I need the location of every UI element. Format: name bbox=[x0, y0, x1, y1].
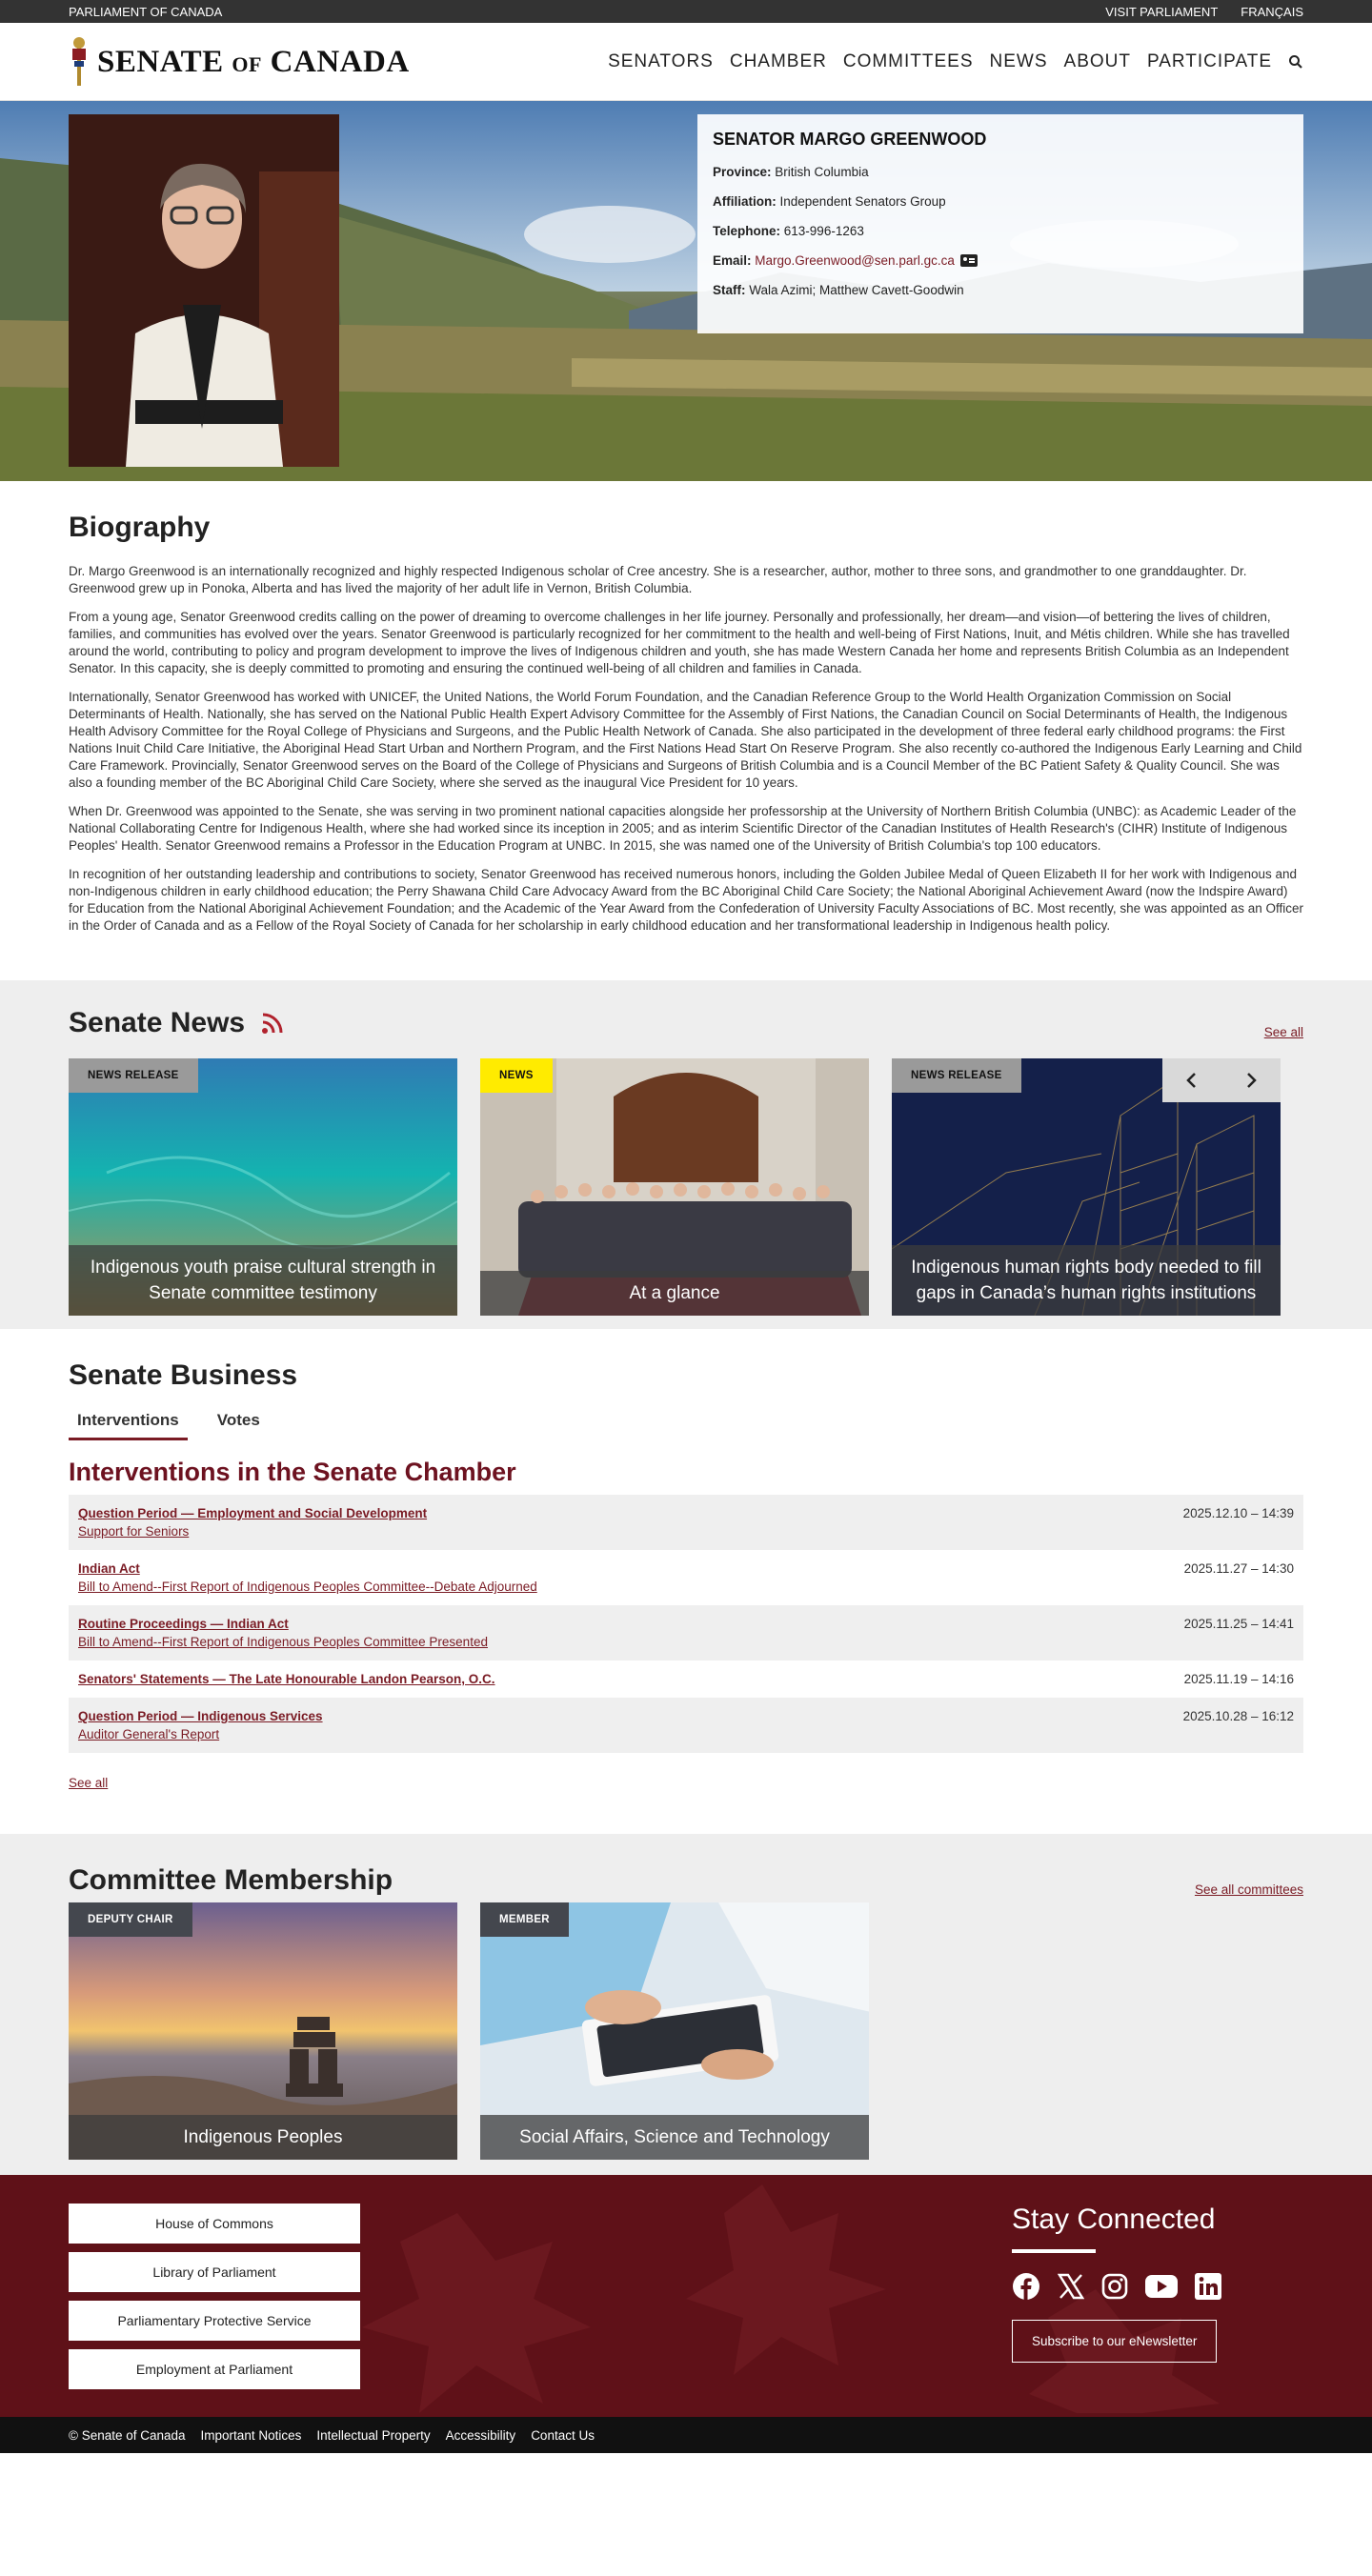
interventions-title: Interventions in the Senate Chamber bbox=[69, 1458, 516, 1486]
news-see-all-link[interactable]: See all bbox=[1263, 1025, 1303, 1039]
committee-cards bbox=[69, 1902, 1303, 2160]
intervention-row bbox=[69, 1495, 1303, 1550]
logo-of: OF bbox=[232, 51, 262, 76]
biography-paragraph: Internationally, Senator Greenwood has worked with UNICEF, the United Nations, the World Forum Foundation, and the Canadian Reference Group to the World Health Organization Commission on Social Determinants of Health. Nationally, she has served on the National Public Health Expert Advisory Committee for the Assembly of First Nations, the Canadian Council on Social Determinants of Health, the Indigenous Health Advisory Committee for the Royal College of Physicians and Surgeons, and the Public Health Network of Canada. She also participated in the development of three federal early childhood programs: the First Nations Inuit Child Care Initiative, the Aboriginal Head Start Urban and Northern Program, and the First Nations Head Start On Reserve Program. She also recently co-authored the Indigenous Early Learning and Child Care Framework. Provincially, Senator Greenwood serves on the Board of the College of Physicians and Surgeons of British Columbia and is a Council Member of the BC Patient Safety & Quality Council. She was also a founding member of the BC Aboriginal Child Care Society, where she served as the inaugural Vice President for 10 years. bbox=[69, 690, 1302, 790]
footer-link-employment[interactable]: Employment at Parliament bbox=[69, 2349, 360, 2389]
biography-paragraph: When Dr. Greenwood was appointed to the Senate, she was serving in two prominent national capacities alongside her professorship at the University of Northern British Columbia (UNBC): as Academic Leader of the National Collaborating Centre for Indigenous Health, where she had worked since its inception in 2005; and as interim Scientific Director of the Canadian Institutes of Health Research's (CIHR) Institute of Indigenous Peoples' Health. Senator Greenwood remains a Professor in the Education Program at UNBC. In 2015, she was named one of the University of British Columbia's top 100 educators. bbox=[69, 804, 1297, 853]
youtube-icon[interactable] bbox=[1145, 2274, 1178, 2299]
instagram-icon[interactable] bbox=[1101, 2273, 1128, 2300]
subscribe-enewsletter-button[interactable]: Subscribe to our eNewsletter bbox=[1012, 2320, 1217, 2363]
staff-row bbox=[713, 283, 1288, 298]
social-icons bbox=[1012, 2272, 1221, 2301]
intervention-date: 2025.11.19 – 14:16 bbox=[1183, 1672, 1294, 1686]
committee-caption: Social Affairs, Science and Technology bbox=[480, 2115, 869, 2160]
committee-title: Committee Membership bbox=[69, 1864, 393, 1896]
site-header bbox=[0, 23, 1372, 101]
site-footer bbox=[0, 2175, 1372, 2417]
biography-section bbox=[0, 481, 1372, 980]
parliament-links bbox=[69, 2204, 360, 2389]
affiliation-value: Independent Senators Group bbox=[779, 194, 946, 209]
news-card[interactable] bbox=[480, 1058, 869, 1316]
committee-caption: Indigenous Peoples bbox=[69, 2115, 457, 2160]
linkedin-icon[interactable] bbox=[1195, 2273, 1221, 2300]
nav-news[interactable]: NEWS bbox=[989, 51, 1048, 71]
email-link[interactable]: Margo.Greenwood@sen.parl.gc.ca bbox=[755, 253, 955, 268]
stay-connected-rule bbox=[1012, 2249, 1096, 2253]
search-icon[interactable] bbox=[1288, 54, 1303, 70]
footer-bottom-bar bbox=[0, 2417, 1372, 2453]
intervention-row bbox=[69, 1698, 1303, 1753]
intervention-title-link[interactable]: Question Period — Indigenous Services bbox=[78, 1709, 323, 1723]
committee-membership-section bbox=[0, 1834, 1372, 2175]
news-card[interactable] bbox=[69, 1058, 457, 1316]
senate-business-section bbox=[0, 1329, 1372, 1834]
stay-connected bbox=[1012, 2204, 1221, 2363]
committee-role-badge: MEMBER bbox=[480, 1902, 569, 1937]
telephone-value: 613-996-1263 bbox=[783, 224, 864, 238]
nav-participate[interactable]: PARTICIPATE bbox=[1146, 51, 1272, 71]
province-label: Province: bbox=[713, 165, 772, 179]
accessibility-link[interactable]: Accessibility bbox=[445, 2427, 516, 2443]
committees-see-all-link[interactable]: See all committees bbox=[1194, 1882, 1303, 1897]
facebook-icon[interactable] bbox=[1012, 2272, 1040, 2301]
business-tabs bbox=[69, 1411, 1303, 1440]
senator-info-card bbox=[697, 114, 1303, 333]
main-nav bbox=[608, 51, 1303, 72]
footer-link-library[interactable]: Library of Parliament bbox=[69, 2252, 360, 2292]
important-notices-link[interactable]: Important Notices bbox=[200, 2427, 302, 2443]
nav-chamber[interactable]: CHAMBER bbox=[729, 51, 827, 71]
rss-icon[interactable] bbox=[260, 1011, 285, 1036]
news-title: Senate News bbox=[69, 1007, 246, 1038]
news-carousel bbox=[69, 1058, 1303, 1316]
biography-paragraph: In recognition of her outstanding leadership and contributions to society, Senator Greenwood has received numerous honors, including the Golden Jubilee Medal of Queen Elizabeth II for her work with Indigenous and non-Indigenous children in early childhood education; the Perry Shawana Child Care Advocacy Award from the BC Aboriginal Child Care Society; the National Aboriginal Achievement Award (now the Indspire Award) for Education from the National Aboriginal Achievement Foundation; and the Academic of the Year Award from the Confederation of University Faculty Associations of BC. Most recently, she was appointed as an Officer in the Order of Canada and as a Fellow of the Royal Society of Canada for her scholarship in early childhood education and her transformational leadership in Indigenous health policy. bbox=[69, 867, 1303, 933]
stay-connected-title: Stay Connected bbox=[1012, 2204, 1216, 2235]
footer-link-house-of-commons[interactable]: House of Commons bbox=[69, 2204, 360, 2244]
intervention-row bbox=[69, 1660, 1303, 1698]
email-row bbox=[713, 253, 1288, 269]
intervention-subtitle-link[interactable]: Bill to Amend--First Report of Indigenous Peoples Committee--Debate Adjourned bbox=[78, 1580, 537, 1594]
news-badge: NEWS bbox=[480, 1058, 553, 1093]
footer-link-protective-service[interactable]: Parliamentary Protective Service bbox=[69, 2301, 360, 2341]
interventions-see-all-link[interactable]: See all bbox=[69, 1776, 109, 1790]
news-caption: Indigenous human rights body needed to fill gaps in Canada’s human rights institutions bbox=[892, 1245, 1281, 1316]
x-icon[interactable] bbox=[1058, 2273, 1084, 2300]
parliament-topbar bbox=[0, 0, 1372, 23]
intervention-subtitle-link[interactable]: Auditor General's Report bbox=[78, 1727, 220, 1741]
telephone-row bbox=[713, 224, 1288, 239]
province-row bbox=[713, 165, 1288, 180]
visit-parliament-link[interactable]: VISIT PARLIAMENT bbox=[1105, 4, 1219, 19]
senator-hero bbox=[0, 101, 1372, 481]
province-value: British Columbia bbox=[775, 165, 869, 179]
parliament-label[interactable]: PARLIAMENT OF CANADA bbox=[69, 4, 223, 19]
news-card[interactable] bbox=[892, 1058, 1281, 1316]
logo-wordmark bbox=[97, 45, 410, 80]
chevron-left-icon[interactable] bbox=[1185, 1072, 1199, 1089]
committee-card[interactable] bbox=[480, 1902, 869, 2160]
biography-paragraph: Dr. Margo Greenwood is an internationally recognized and highly respected Indigenous scholar of Cree ancestry. She is a researcher, author, mother to three sons, and grandmother to one granddaughter. Dr. Greenwood grew up in Ponoka, Alberta and has lived the majority of her adult life in Vernon, British Columbia. bbox=[69, 564, 1247, 595]
language-toggle-link[interactable]: FRANÇAIS bbox=[1241, 4, 1303, 19]
chevron-right-icon[interactable] bbox=[1244, 1072, 1258, 1089]
biography-paragraph: From a young age, Senator Greenwood credits calling on the power of dreaming to overcome challenges in her life journey. Personally and professionally, her dream—and vision—of bettering the lives of children, families, and communities has evolved over the years. Senator Greenwood is particularly recognized for her commitment to the health and well-being of First Nations, Inuit, and Métis children. While she has travelled around the world, contributing to policy and program development to improve the lives of Indigenous children and youth, she has made Western Canada her home and represents British Columbia as an Independent Senator. In this capacity, she is deeply committed to promoting and ensuring the continued well-being of all children and families in Canada. bbox=[69, 610, 1290, 675]
carousel-controls bbox=[1162, 1058, 1281, 1102]
intervention-date: 2025.12.10 – 14:39 bbox=[1182, 1506, 1294, 1520]
senator-name: SENATOR MARGO GREENWOOD bbox=[713, 130, 987, 149]
senator-photo bbox=[69, 114, 339, 467]
staff-value: Wala Azimi; Matthew Cavett-Goodwin bbox=[749, 283, 964, 297]
senate-news-section bbox=[0, 980, 1372, 1329]
intervention-subtitle-link[interactable]: Support for Seniors bbox=[78, 1524, 190, 1539]
intervention-subtitle-link[interactable]: Bill to Amend--First Report of Indigenous Peoples Committee Presented bbox=[78, 1635, 488, 1649]
intervention-date: 2025.10.28 – 16:12 bbox=[1182, 1709, 1294, 1723]
news-badge: NEWS RELEASE bbox=[69, 1058, 198, 1093]
contact-us-link[interactable]: Contact Us bbox=[531, 2427, 595, 2443]
nav-senators[interactable]: SENATORS bbox=[608, 51, 714, 71]
intellectual-property-link[interactable]: Intellectual Property bbox=[316, 2427, 431, 2443]
news-caption: At a glance bbox=[480, 1271, 869, 1316]
intervention-title-link[interactable]: Question Period — Employment and Social Development bbox=[78, 1506, 428, 1520]
mace-icon bbox=[69, 36, 90, 88]
email-label: Email: bbox=[713, 253, 752, 268]
news-title-wrap bbox=[69, 1007, 285, 1039]
nav-committees[interactable]: COMMITTEES bbox=[842, 51, 974, 71]
senator-portrait bbox=[69, 114, 339, 467]
intervention-row bbox=[69, 1605, 1303, 1660]
logo-senate: SENATE bbox=[97, 44, 224, 79]
affiliation-row bbox=[713, 194, 1288, 210]
tab-votes[interactable]: Votes bbox=[216, 1411, 260, 1429]
committee-role-badge: DEPUTY CHAIR bbox=[69, 1902, 192, 1937]
intervention-title-link[interactable]: Routine Proceedings — Indian Act bbox=[78, 1617, 289, 1631]
intervention-date: 2025.11.27 – 14:30 bbox=[1183, 1561, 1294, 1576]
tab-interventions[interactable]: Interventions bbox=[69, 1411, 188, 1440]
vcard-icon[interactable] bbox=[960, 254, 978, 267]
biography-title: Biography bbox=[69, 512, 211, 543]
intervention-row bbox=[69, 1550, 1303, 1605]
intervention-title-link[interactable]: Senators' Statements — The Late Honourable Landon Pearson, O.C. bbox=[78, 1672, 495, 1686]
nav-about[interactable]: ABOUT bbox=[1063, 51, 1131, 71]
business-title: Senate Business bbox=[69, 1359, 298, 1391]
logo-canada: CANADA bbox=[270, 44, 410, 79]
committee-card[interactable] bbox=[69, 1902, 457, 2160]
news-caption: Indigenous youth praise cultural strength in Senate committee testimony bbox=[69, 1245, 457, 1316]
news-badge: NEWS RELEASE bbox=[892, 1058, 1021, 1093]
telephone-label: Telephone: bbox=[713, 224, 781, 238]
interventions-list bbox=[69, 1495, 1303, 1753]
intervention-title-link[interactable]: Indian Act bbox=[78, 1561, 140, 1576]
senate-logo[interactable] bbox=[69, 36, 410, 88]
affiliation-label: Affiliation: bbox=[713, 194, 777, 209]
intervention-date: 2025.11.25 – 14:41 bbox=[1183, 1617, 1294, 1631]
staff-label: Staff: bbox=[713, 283, 746, 297]
copyright-link[interactable]: © Senate of Canada bbox=[69, 2427, 186, 2443]
